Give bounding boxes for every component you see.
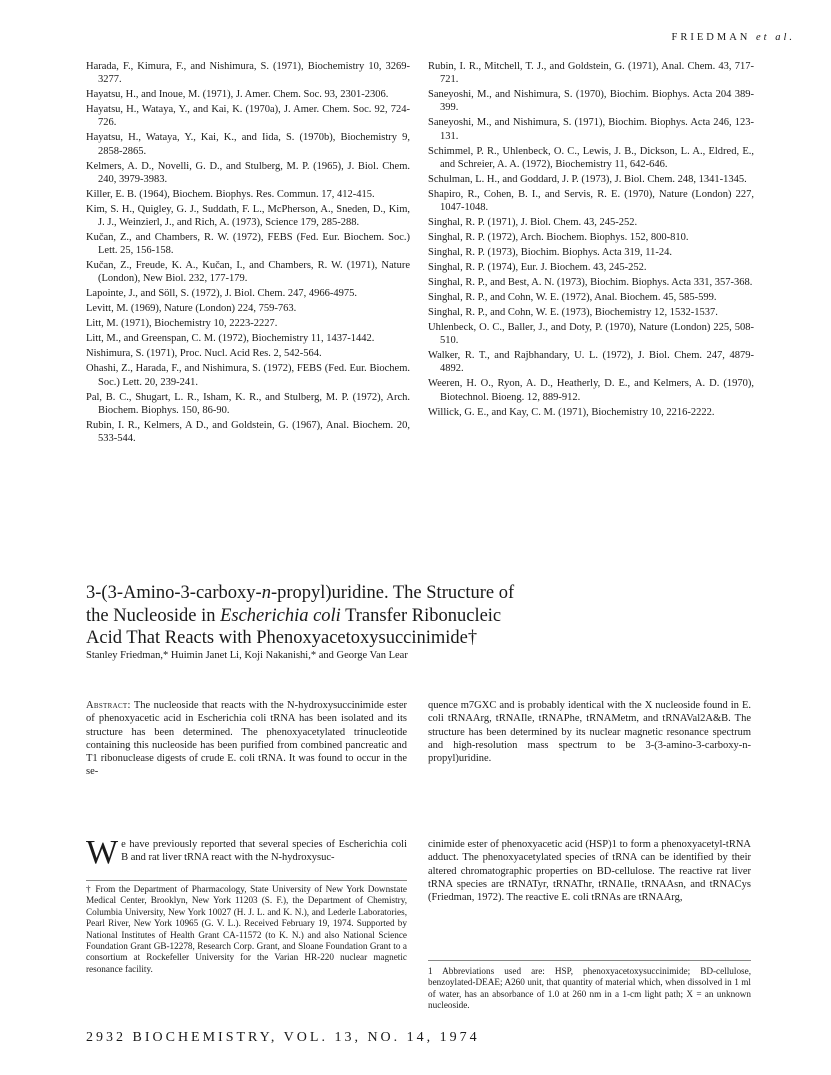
reference-item: Singhal, R. P., and Cohn, W. E. (1972), Anal. Biochem. 45, 585-599. — [428, 292, 717, 304]
abstract-label: Abstract: — [86, 700, 131, 711]
abstract-text: The nucleoside that reacts with the N-hydroxysuccinimide ester of phenoxyacetic acid in Escherichia coli tRNA has been isolated and its structure has been determined. The phenoxyacetylated trinucleotide containing this nucleoside has been purified from combined pancreatic and T1 ribonuclease digests of crude E. coli tRNA. It was found to occur in the se- — [86, 700, 407, 778]
title-text: Transfer Ribonucleic — [340, 605, 502, 626]
reference-item: Kučan, Z., and Chambers, R. W. (1972), FEBS (Fed. Eur. Biochem. Soc.) Lett. 25, 156-158. — [86, 232, 410, 257]
references-left-column — [86, 60, 410, 447]
title-text: 3-(3-Amino-3-carboxy- — [86, 583, 262, 603]
article-title — [86, 582, 606, 650]
title-text: n — [261, 583, 271, 603]
abstract-left — [86, 699, 407, 779]
footnote-rule — [428, 960, 751, 961]
reference-item: Uhlenbeck, O. C., Baller, J., and Doty, P. (1970), Nature (London) 225, 508-510. — [428, 322, 754, 347]
reference-item: Harada, F., Kimura, F., and Nishimura, S. (1971), Biochemistry 10, 3269-3277. — [86, 61, 410, 86]
reference-item: Hayatsu, H., Wataya, Y., Kai, K., and Iida, S. (1970b), Biochemistry 9, 2858-2865. — [86, 132, 410, 157]
reference-item: Singhal, R. P. (1972), Arch. Biochem. Biophys. 152, 800-810. — [428, 232, 689, 244]
reference-item: Rubin, I. R., Mitchell, T. J., and Goldstein, G. (1971), Anal. Chem. 43, 717-721. — [428, 61, 754, 86]
reference-item: Hayatsu, H., Wataya, Y., and Kai, K. (1970a), J. Amer. Chem. Soc. 92, 724-726. — [86, 104, 410, 129]
title-text: the Nucleoside in — [86, 605, 221, 626]
reference-item: Willick, G. E., and Kay, C. M. (1971), Biochemistry 10, 2216-2222. — [428, 406, 715, 418]
references-right-column — [428, 60, 754, 421]
reference-item: Levitt, M. (1969), Nature (London) 224, 759-763. — [86, 303, 297, 315]
running-head-authors: FRIEDMAN — [671, 32, 751, 43]
running-head-etal: et al. — [756, 32, 795, 43]
author-list: Stanley Friedman,* Huimin Janet Li, Koji Nakanishi,* and George Van Lear — [86, 650, 408, 661]
reference-item: Singhal, R. P. (1971), J. Biol. Chem. 43, 245-252. — [428, 217, 638, 229]
reference-item: Hayatsu, H., and Inoue, M. (1971), J. Amer. Chem. Soc. 93, 2301-2306. — [86, 89, 389, 101]
reference-item: Kelmers, A. D., Novelli, G. D., and Stulberg, M. P. (1965), J. Biol. Chem. 240, 3979-3983. — [86, 160, 410, 185]
abstract-right: quence m7GXC and is probably identical with the X nucleoside found in E. coli tRNAArg, tRNAIle, tRNAPhe, tRNAMetm, and tRNAVal2A&B. The structure has been determined by its nuclear magnetic resonance spectrum and high-resolution mass spectrum to be 3-(3-amino-3-carboxy-n-propyl)uridine. — [428, 700, 751, 765]
drop-cap: W — [86, 834, 119, 871]
title-text: Acid That Reacts with Phenoxyacetoxysuccinimide† — [86, 628, 478, 648]
reference-item: Ohashi, Z., Harada, F., and Nishimura, S. (1972), FEBS (Fed. Eur. Biochem. Soc.) Lett. 20, 239-241. — [86, 363, 410, 388]
reference-item: Singhal, R. P., and Best, A. N. (1973), Biochim. Biophys. Acta 331, 357-368. — [428, 277, 753, 289]
reference-item: Rubin, I. R., Kelmers, A D., and Goldstein, G. (1967), Anal. Biochem. 20, 533-544. — [86, 419, 410, 445]
reference-item: Killer, E. B. (1964), Biochem. Biophys. Res. Commun. 17, 412-415. — [86, 188, 375, 200]
reference-item: Saneyoshi, M., and Nishimura, S. (1970), Biochim. Biophys. Acta 204 389-399. — [428, 89, 754, 114]
footnote-rule — [86, 880, 407, 881]
reference-item: Schulman, L. H., and Goddard, J. P. (1973), J. Biol. Chem. 248, 1341-1345. — [428, 173, 747, 185]
reference-item: Litt, M. (1971), Biochemistry 10, 2223-2227. — [86, 318, 278, 330]
reference-item: Kim, S. H., Quigley, G. J., Suddath, F. L., McPherson, A., Sneden, D., Kim, J. J., Weinzierl, J., and Rich, A. (1973), Science 179, 285-288. — [86, 203, 410, 229]
body-right: cinimide ester of phenoxyacetic acid (HSP)1 to form a phenoxyacetyl-tRNA adduct. The phenoxyacetylated species of tRNA can be identified by their altered chromatographic properties on BD-cellulose. The reactive rat liver tRNA species are tRNATyr, tRNAThr, tRNAIle, tRNAAsn, and tRNACys (Friedman, 1972). The reactive E. coli tRNAs are tRNAArg, — [428, 839, 751, 904]
reference-item: Litt, M., and Greenspan, C. M. (1972), Biochemistry 11, 1437-1442. — [86, 333, 375, 345]
body-left — [86, 834, 407, 871]
journal-name: BIOCHEMISTRY, VOL. 13, NO. 14, 1974 — [132, 1030, 480, 1045]
reference-item: Schimmel, P. R., Uhlenbeck, O. C., Lewis, J. B., Dickson, L. A., Eldred, E., and Schreier, A. A. (1972), Biochemistry 11, 642-646. — [428, 145, 754, 170]
reference-item: Singhal, R. P. (1973), Biochim. Biophys. Acta 319, 11-24. — [428, 247, 673, 259]
page-number: 2932 — [86, 1030, 126, 1045]
reference-item: Weeren, H. O., Ryon, A. D., Heatherly, D. E., and Kelmers, A. D. (1970), Biotechnol. Bioeng. 12, 889-912. — [428, 378, 754, 403]
running-head — [672, 32, 795, 43]
reference-item: Lapointe, J., and Söll, S. (1972), J. Biol. Chem. 247, 4966-4975. — [86, 288, 357, 300]
reference-item: Walker, R. T., and Rajbhandary, U. L. (1972), J. Biol. Chem. 247, 4879-4892. — [428, 350, 754, 375]
title-text: -propyl)uridine. The Structure of — [270, 583, 515, 603]
reference-item: Saneyoshi, M., and Nishimura, S. (1971), Biochim. Biophys. Acta 246, 123-131. — [428, 117, 754, 142]
title-text: Escherichia coli — [220, 605, 341, 626]
footnote-abbreviations: 1 Abbreviations used are: HSP, phenoxyacetoxysuccinimide; BD-cellulose, benzoylated-DEAE; A260 unit, that quantity of material which, when dissolved in 1 ml of water, has an absorbance of 1.0 at 260 nm in a 1-cm light path; X = an unknown nucleoside. — [428, 966, 751, 1011]
reference-item: Kučan, Z., Freude, K. A., Kučan, I., and Chambers, R. W. (1971), Nature (London), New Biol. 232, 177-179. — [86, 260, 410, 285]
reference-item: Pal, B. C., Shugart, L. R., Isham, K. R., and Stulberg, M. P. (1972), Arch. Biochem. Biophys. 150, 86-90. — [86, 391, 410, 416]
reference-item: Nishimura, S. (1971), Proc. Nucl. Acid Res. 2, 542-564. — [86, 348, 322, 360]
footnote-affiliation: † From the Department of Pharmacology, State University of New York Downstate Medical Center, Brooklyn, New York 11203 (S. F.), the Department of Chemistry, Columbia University, New York 10027 (H. J. L. and K. N.), and Lederle Laboratories, Pearl River, New York 10965 (G. V. L.). Received February 19, 1974. Supported by National Institutes of Health Grant CA-11572 (to K. N.) and also National Science Foundation Grant GB-12278, Research Corp. Grant, and Sloane Foundation Grant to a consortium at Rockefeller University for the Varian HR-220 nuclear magnetic resonance facility. — [86, 884, 407, 974]
reference-item: Singhal, R. P. (1974), Eur. J. Biochem. 43, 245-252. — [428, 262, 647, 274]
reference-item: Singhal, R. P., and Cohn, W. E. (1973), Biochemistry 12, 1532-1537. — [428, 307, 718, 319]
body-text: e have previously reported that several species of Escherichia coli B and rat liver tRNA react with the N-hydroxysuc- — [121, 839, 407, 864]
reference-item: Shapiro, R., Cohen, B. I., and Servis, R. E. (1970), Nature (London) 227, 1047-1048. — [428, 188, 754, 214]
page-footer — [86, 1030, 480, 1046]
